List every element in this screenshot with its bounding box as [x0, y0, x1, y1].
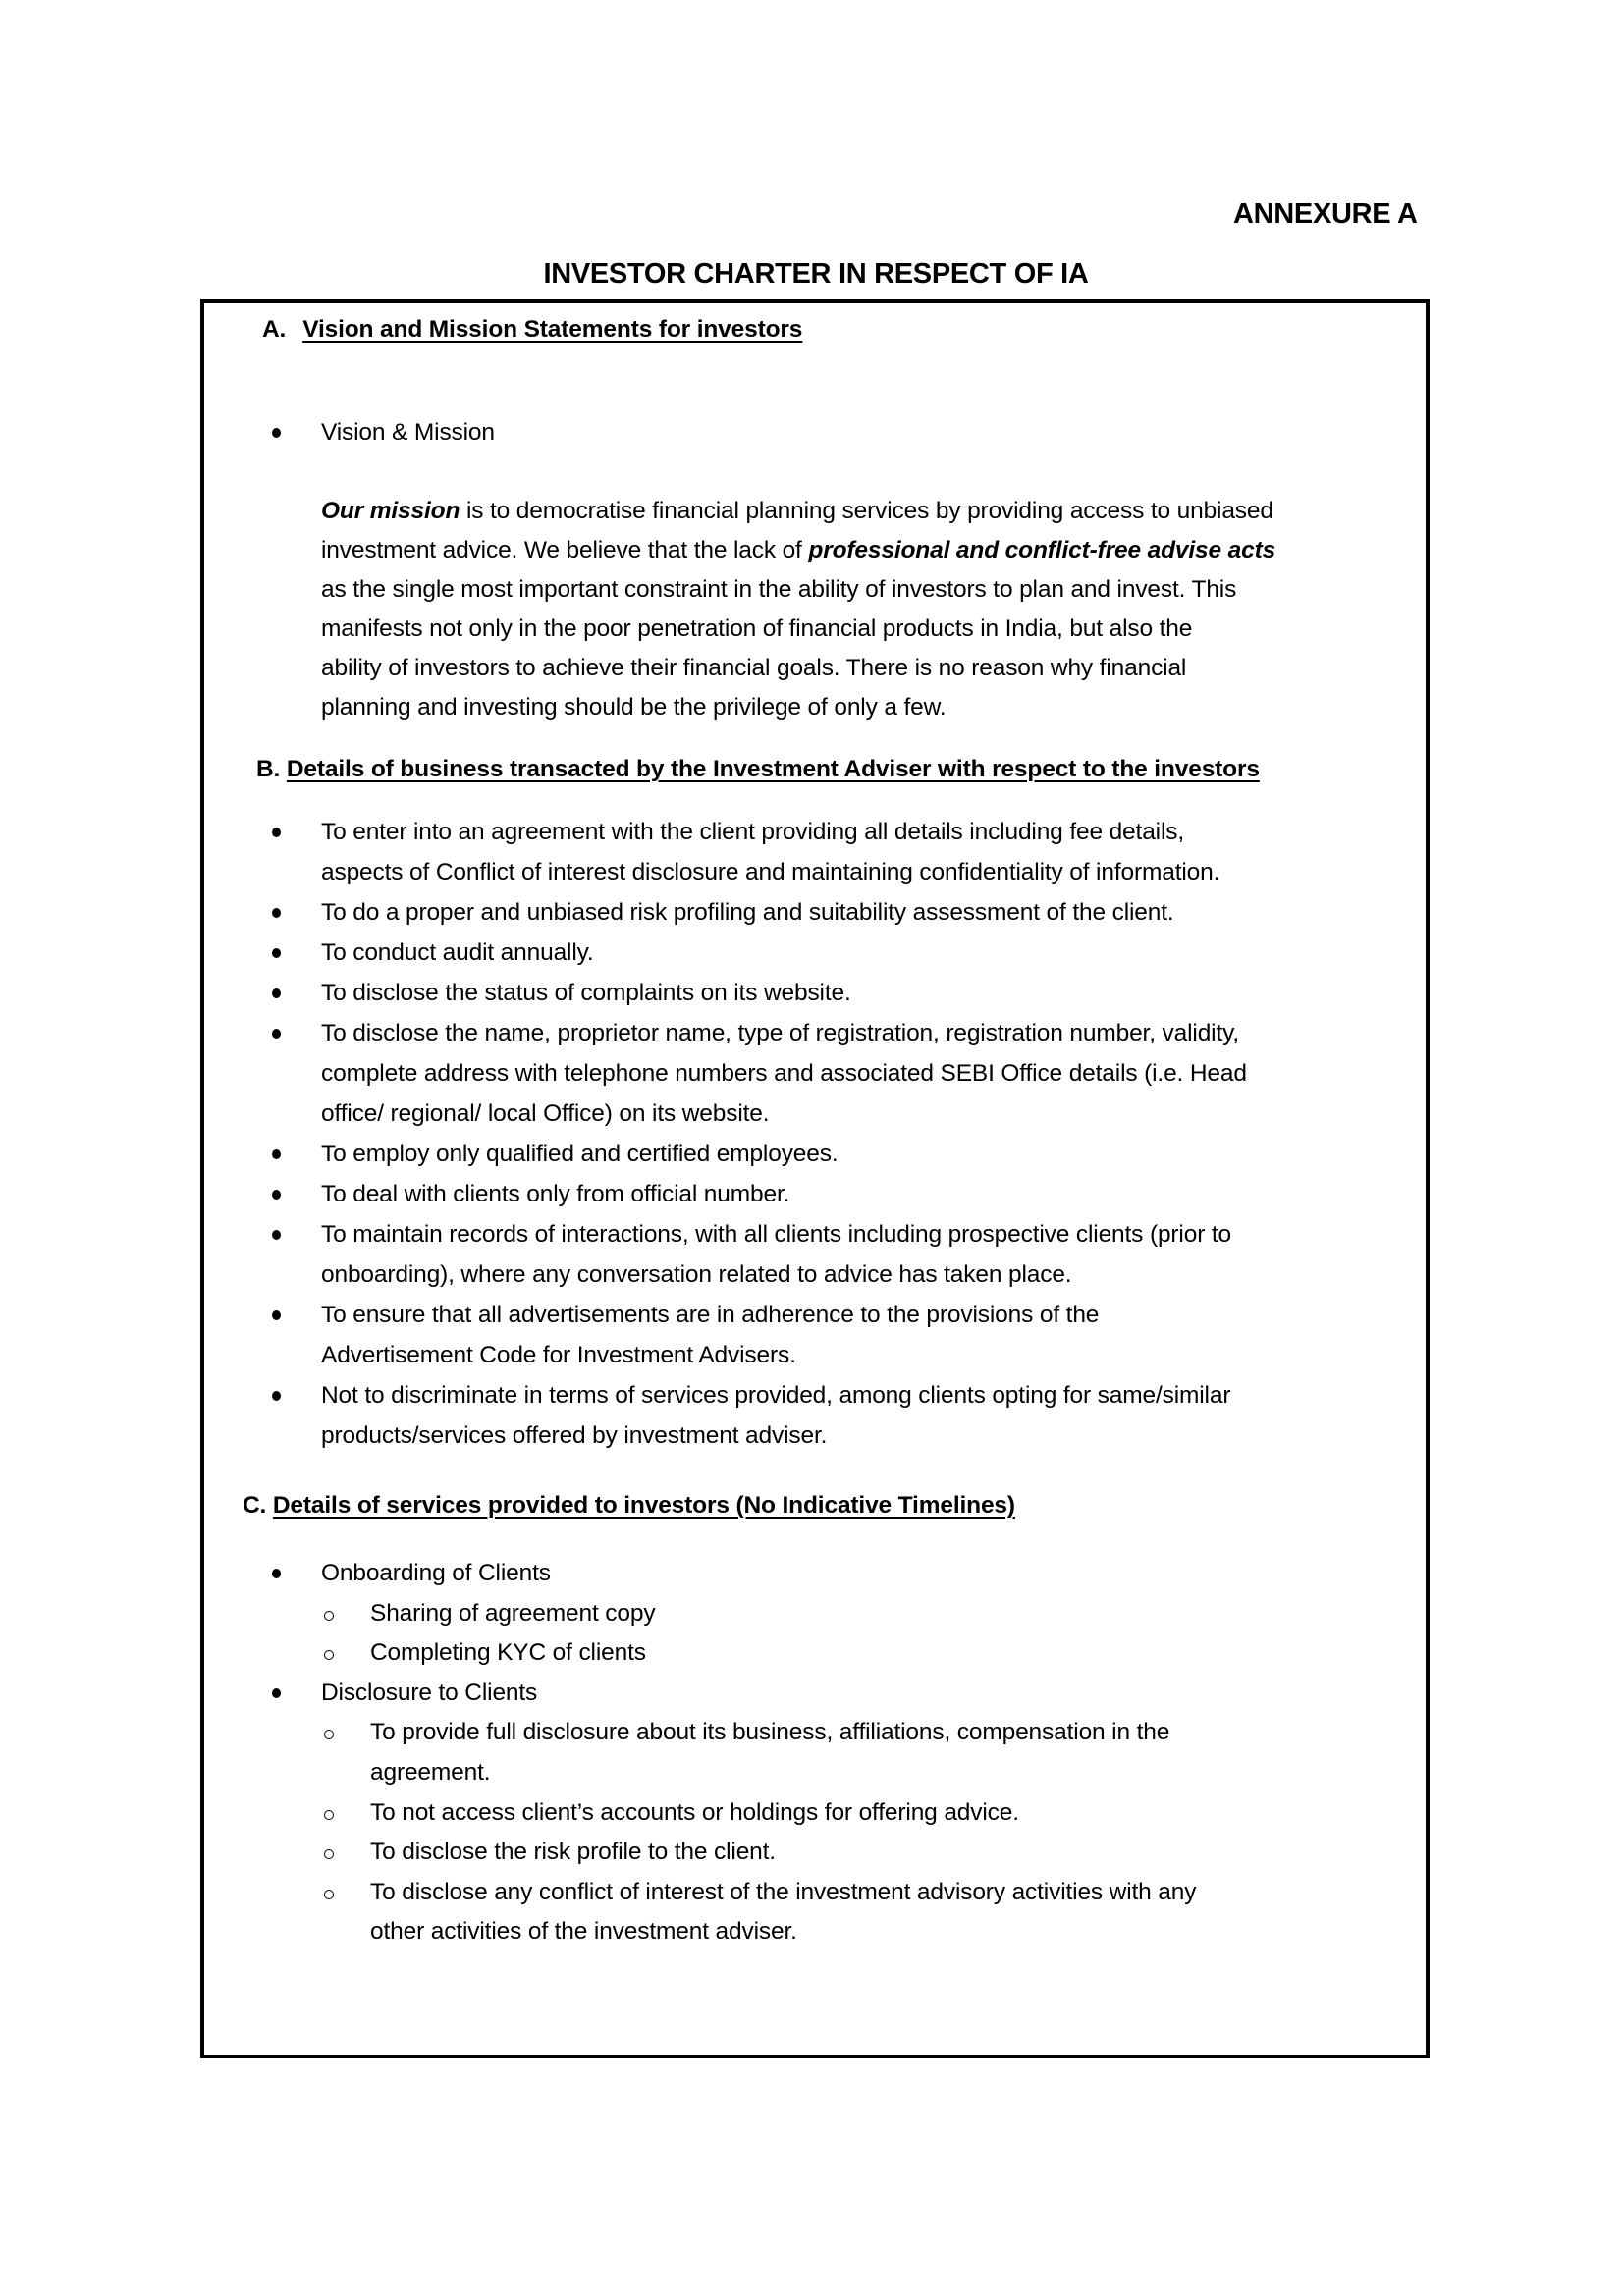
list-item-line: To deal with clients only from official number. [321, 1181, 790, 1207]
list-item-line: onboarding), where any conversation related to advice has taken place. [321, 1261, 1072, 1288]
bullet-icon [272, 1230, 281, 1240]
sub-list-item-line: To provide full disclosure about its business, affiliations, compensation in the [370, 1719, 1170, 1746]
list-item-line: To enter into an agreement with the client providing all details including fee details, [321, 819, 1185, 845]
section-b-letter: B. [256, 756, 281, 782]
bullet-icon [272, 1310, 281, 1320]
list-item-line: Not to discriminate in terms of services provided, among clients opting for same/similar [321, 1382, 1231, 1409]
group-label: Disclosure to Clients [321, 1679, 538, 1706]
mission-lead: Our mission [321, 498, 460, 524]
sub-list-item-line: Sharing of agreement copy [370, 1599, 656, 1627]
bullet-icon [272, 1149, 281, 1159]
list-item-line: To conduct audit annually. [321, 939, 594, 966]
mission-line-2 [321, 536, 1275, 565]
circle-bullet-icon [324, 1611, 334, 1621]
section-c-heading [243, 1491, 1015, 1521]
list-item-line: To do a proper and unbiased risk profiling and suitability assessment of the client. [321, 899, 1174, 926]
sub-list-item-line: To not access client’s accounts or holdings for offering advice. [370, 1798, 1019, 1826]
list-item-line: complete address with telephone numbers and associated SEBI Office details (i.e. Head [321, 1060, 1247, 1087]
sub-list-item-line: To disclose any conflict of interest of the investment advisory activities with any [370, 1878, 1197, 1905]
list-item-line: To disclose the status of complaints on its website. [321, 980, 851, 1006]
section-a-heading [262, 315, 802, 345]
bullet-icon [272, 1190, 281, 1200]
bullet-icon [272, 1688, 281, 1698]
annexure-label: ANNEXURE A [1233, 198, 1418, 230]
list-item-line: To employ only qualified and certified employees. [321, 1141, 839, 1167]
mission-emphasis: professional and conflict-free advise acts [808, 537, 1276, 563]
sub-list-item-line: Completing KYC of clients [370, 1639, 646, 1667]
mission-line-5: ability of investors to achieve their financial goals. There is no reason why financial [321, 655, 1187, 681]
mission-line-4: manifests not only in the poor penetration of financial products in India, but also the [321, 615, 1193, 642]
group-label: Onboarding of Clients [321, 1560, 551, 1586]
section-b-heading [256, 755, 1260, 784]
list-item-line: To maintain records of interactions, with all clients including prospective clients (prior to [321, 1221, 1232, 1248]
mission-line-1-text: is to democratise financial planning services by providing access to unbiased [460, 498, 1273, 524]
section-c-title: Details of services provided to investors (No Indicative Timelines) [272, 1492, 1015, 1519]
circle-bullet-icon [324, 1890, 334, 1899]
bullet-icon [272, 988, 281, 998]
list-item-line: office/ regional/ local Office) on its website. [321, 1100, 770, 1127]
list-item-line: To disclose the name, proprietor name, type of registration, registration number, validity, [321, 1020, 1240, 1046]
mission-line-6: planning and investing should be the privilege of only a few. [321, 694, 947, 721]
sub-list-item-line: agreement. [370, 1759, 491, 1786]
mission-line-1 [321, 497, 1273, 526]
sub-list-item-line: other activities of the investment adviser. [370, 1918, 797, 1946]
page-title: INVESTOR CHARTER IN RESPECT OF IA [543, 258, 1089, 290]
bullet-icon [272, 948, 281, 958]
section-a-letter: A. [262, 316, 287, 343]
circle-bullet-icon [324, 1810, 334, 1820]
list-item-line: Advertisement Code for Investment Advisers. [321, 1342, 796, 1368]
section-a-title: Vision and Mission Statements for investors [302, 316, 803, 343]
mission-line-2-text: investment advice. We believe that the lack of [321, 537, 809, 563]
list-item-line: To ensure that all advertisements are in adherence to the provisions of the [321, 1302, 1100, 1328]
bullet-icon [272, 828, 281, 837]
list-item-line: aspects of Conflict of interest disclosure and maintaining confidentiality of information. [321, 859, 1220, 885]
section-b-title: Details of business transacted by the Investment Adviser with respect to the investors [286, 756, 1260, 782]
bullet-icon [272, 908, 281, 918]
section-a-bullet: Vision & Mission [321, 419, 495, 446]
bullet-icon [272, 1391, 281, 1401]
sub-list-item-line: To disclose the risk profile to the client. [370, 1839, 776, 1866]
mission-line-3: as the single most important constraint in the ability of investors to plan and invest. This [321, 576, 1237, 603]
bullet-icon [272, 1569, 281, 1578]
bullet-icon [272, 428, 281, 438]
bullet-icon [272, 1029, 281, 1039]
section-c-letter: C. [243, 1492, 267, 1519]
list-item-line: products/services offered by investment adviser. [321, 1422, 828, 1449]
